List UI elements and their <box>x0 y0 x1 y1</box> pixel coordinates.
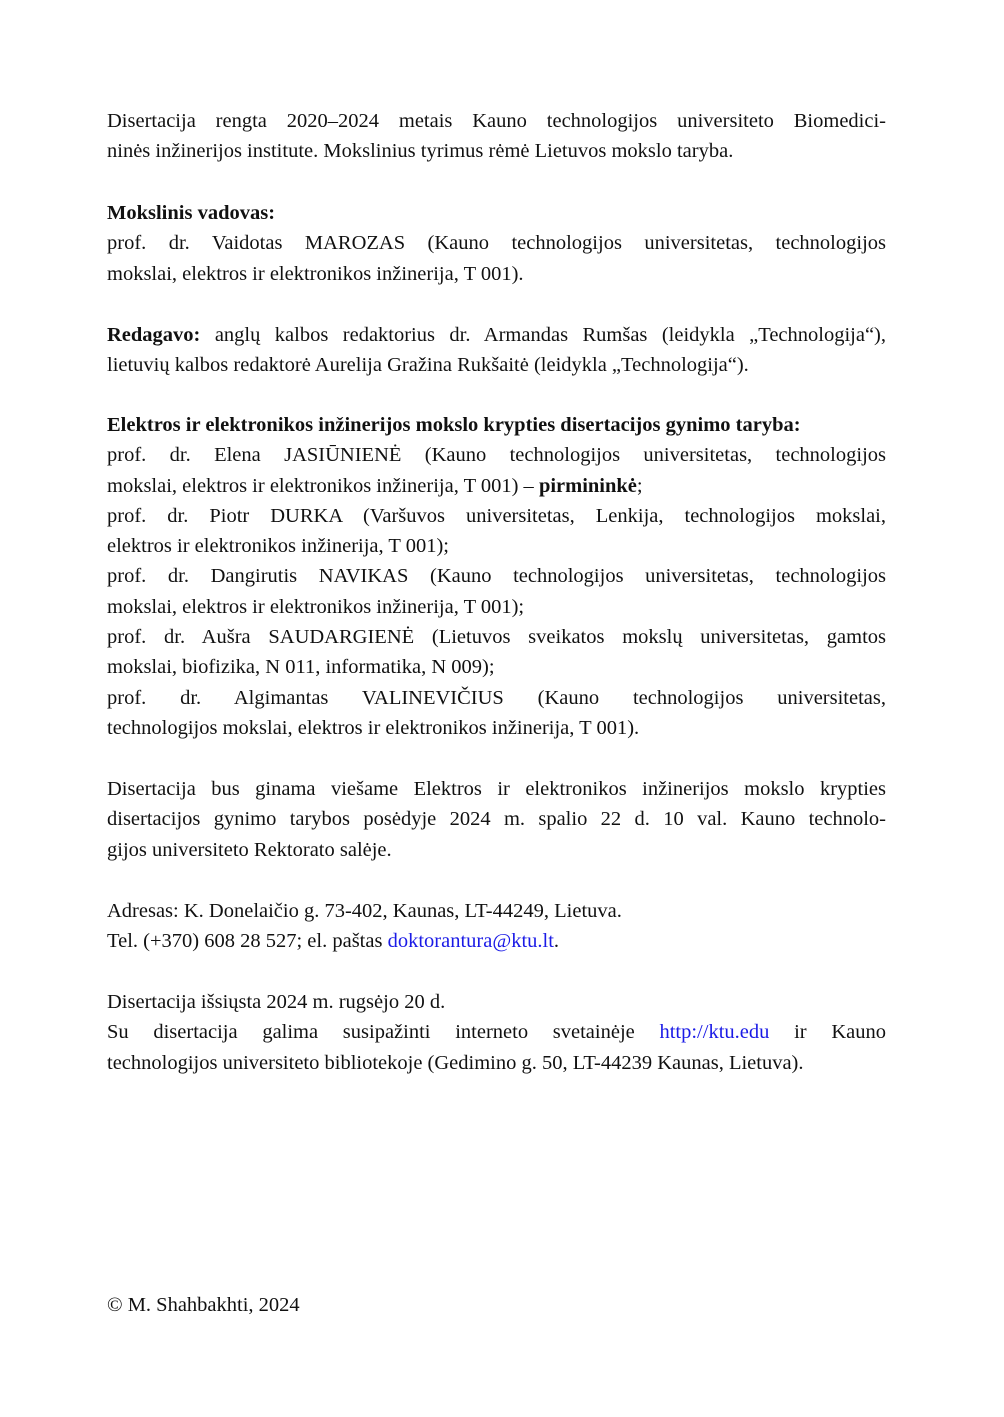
editors-line-1 <box>107 320 886 350</box>
copyright-text: © M. Shahbakhti, 2024 <box>107 1294 300 1316</box>
council-member-1-line-2: mokslai, elektros ir elektronikos inžinerija, T 001) – pirmininkė; <box>107 474 643 497</box>
council-section <box>107 410 886 743</box>
website-line: Su disertacija galima susipažinti interneto svetainėje http://ktu.edu ir Kauno <box>107 1021 886 1044</box>
council-member-4-line-2: mokslai, biofizika, N 011, informatika, N 009); <box>107 656 495 679</box>
intro-paragraph <box>107 106 886 167</box>
editors-line-1-text: anglų kalbos redaktorius dr. Armandas Rumšas (leidykla „Technologija“), <box>214 324 886 346</box>
defense-line-2: disertacijos gynimo tarybos posėdyje 2024 m. spalio 22 d. 10 val. Kauno technolo- <box>107 808 886 831</box>
supervisor-line-2: mokslai, elektros ir elektronikos inžinerija, T 001). <box>107 262 524 285</box>
defense-paragraph <box>107 774 886 865</box>
contact-section <box>107 896 886 957</box>
council-member-5-line-2: technologijos mokslai, elektros ir elektronikos inžinerija, T 001). <box>107 716 640 739</box>
chair-role: pirmininkė <box>538 474 637 497</box>
defense-line-1: Disertacija bus ginama viešame Elektros ir elektronikos inžinerijos mokslo krypties <box>107 778 886 800</box>
council-member-5-line-1: prof. dr. Algimantas VALINEVIČIUS (Kauno technologijos universitetas, <box>107 686 886 709</box>
editors-line-2: lietuvių kalbos redaktorė Aurelija Gražina Rukšaitė (leidykla „Technologija“). <box>107 354 749 377</box>
council-member-1-line-1: prof. dr. Elena JASIŪNIENĖ (Kauno technologijos universitetas, technologijos <box>107 444 886 467</box>
council-member-2-line-2: elektros ir elektronikos inžinerija, T 001); <box>107 535 449 558</box>
library-line: technologijos universiteto bibliotekoje (Gedimino g. 50, LT-44239 Kaunas, Lietuva). <box>107 1051 804 1074</box>
council-member-4-line-1: prof. dr. Aušra SAUDARGIENĖ (Lietuvos sveikatos mokslų universitetas, gamtos <box>107 626 886 649</box>
defense-line-3: gijos universiteto Rektorato salėje. <box>107 838 392 861</box>
email-link[interactable]: doktorantura@ktu.lt <box>387 930 554 953</box>
council-heading: Elektros ir elektronikos inžinerijos mokslo krypties disertacijos gynimo taryba: <box>107 414 801 436</box>
council-member-3-line-2: mokslai, elektros ir elektronikos inžinerija, T 001); <box>107 595 525 618</box>
supervisor-heading: Mokslinis vadovas: <box>107 202 276 224</box>
website-link[interactable]: http://ktu.edu <box>659 1021 770 1044</box>
editors-section <box>107 320 886 381</box>
distribution-section <box>107 987 886 1078</box>
supervisor-line-1: prof. dr. Vaidotas MAROZAS (Kauno technologijos universitetas, technologijos <box>107 232 886 255</box>
intro-line-1: Disertacija rengta 2020–2024 metais Kauno technologijos universiteto Biomedici- <box>107 110 886 132</box>
council-member-3-line-1: prof. dr. Dangirutis NAVIKAS (Kauno technologijos universitetas, technologijos <box>107 565 886 588</box>
address: Adresas: K. Donelaičio g. 73-402, Kaunas, LT-44249, Lietuva. <box>107 900 622 922</box>
copyright <box>107 1290 886 1320</box>
council-member-2-line-1: prof. dr. Piotr DURKA (Varšuvos universitetas, Lenkija, technologijos mokslai, <box>107 504 886 527</box>
supervisor-section <box>107 198 886 289</box>
intro-line-2: ninės inžinerijos institute. Mokslinius tyrimus rėmė Lietuvos mokslo taryba. <box>107 140 734 163</box>
sent-date: Disertacija išsiųsta 2024 m. rugsėjo 20 d. <box>107 991 446 1013</box>
phone-email-line: Tel. (+370) 608 28 527; el. paštas doktorantura@ktu.lt. <box>107 930 560 953</box>
editors-label: Redagavo: <box>107 324 201 346</box>
